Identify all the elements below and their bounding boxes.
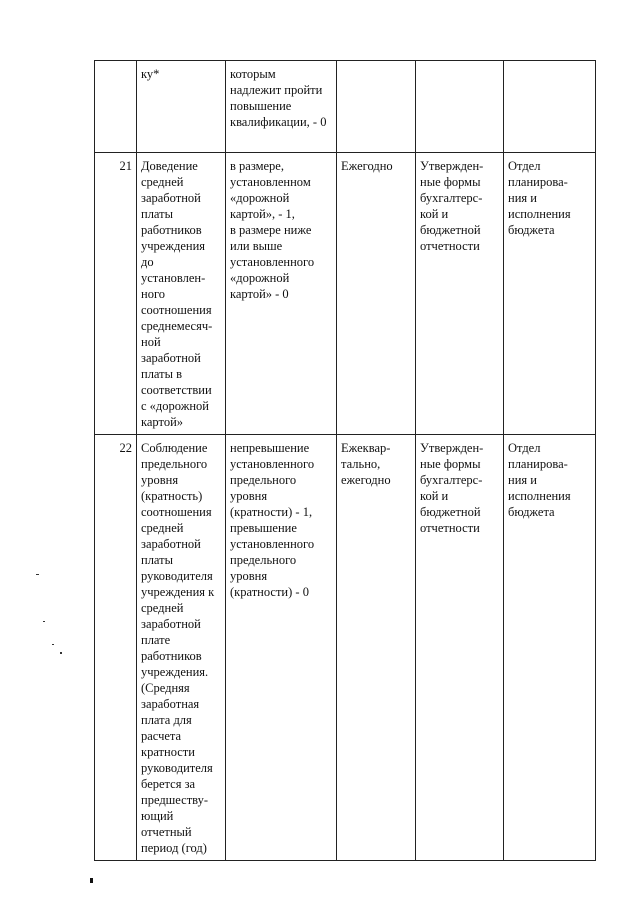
period-cell	[337, 61, 416, 153]
period-cell: Ежеквар- тально, ежегодно	[337, 435, 416, 861]
criterion-cell: в размере, установленном «дорожной картой», - 1, в размере ниже или выше установленного «дорожной картой» - 0	[226, 153, 337, 435]
row-number-cell: 22	[95, 435, 137, 861]
source-cell: Утвержден- ные формы бухгалтерс- кой и бюджетной отчетности	[416, 435, 504, 861]
scan-speck	[52, 644, 54, 645]
source-cell: Утвержден- ные формы бухгалтерс- кой и бюджетной отчетности	[416, 153, 504, 435]
criterion-cell: которым надлежит пройти повышение квалификации, - 0	[226, 61, 337, 153]
responsible-cell	[504, 61, 596, 153]
criterion-cell: непревышение установленного предельного уровня (кратности) - 1, превышение установленного предельного уровня (кратности) - 0	[226, 435, 337, 861]
indicator-cell: Доведение средней заработной платы работников учреждения до установлен- ного соотношения среднемесяч- ной заработной платы в соответствии с «дорожной картой»	[137, 153, 226, 435]
responsible-cell: Отдел планирова- ния и исполнения бюджета	[504, 153, 596, 435]
indicator-cell: ку*	[137, 61, 226, 153]
scan-speck	[36, 574, 39, 575]
row-number-cell: 21	[95, 153, 137, 435]
table-row	[95, 61, 596, 153]
row-number-cell	[95, 61, 137, 153]
scan-speck	[60, 652, 62, 654]
indicator-cell: Соблюдение предельного уровня (кратность) соотношения средней заработной платы руководителя учреждения к средней заработной плате работников учреждения. (Средняя заработная плата для расчета кратности руководителя берется за предшеству- ющий отчетный период (год)	[137, 435, 226, 861]
responsible-cell: Отдел планирова- ния и исполнения бюджета	[504, 435, 596, 861]
source-cell	[416, 61, 504, 153]
criteria-table	[94, 60, 596, 861]
scan-speck	[43, 621, 45, 622]
scan-speck	[90, 878, 93, 883]
table-row	[95, 153, 596, 435]
period-cell: Ежегодно	[337, 153, 416, 435]
table-row	[95, 435, 596, 861]
